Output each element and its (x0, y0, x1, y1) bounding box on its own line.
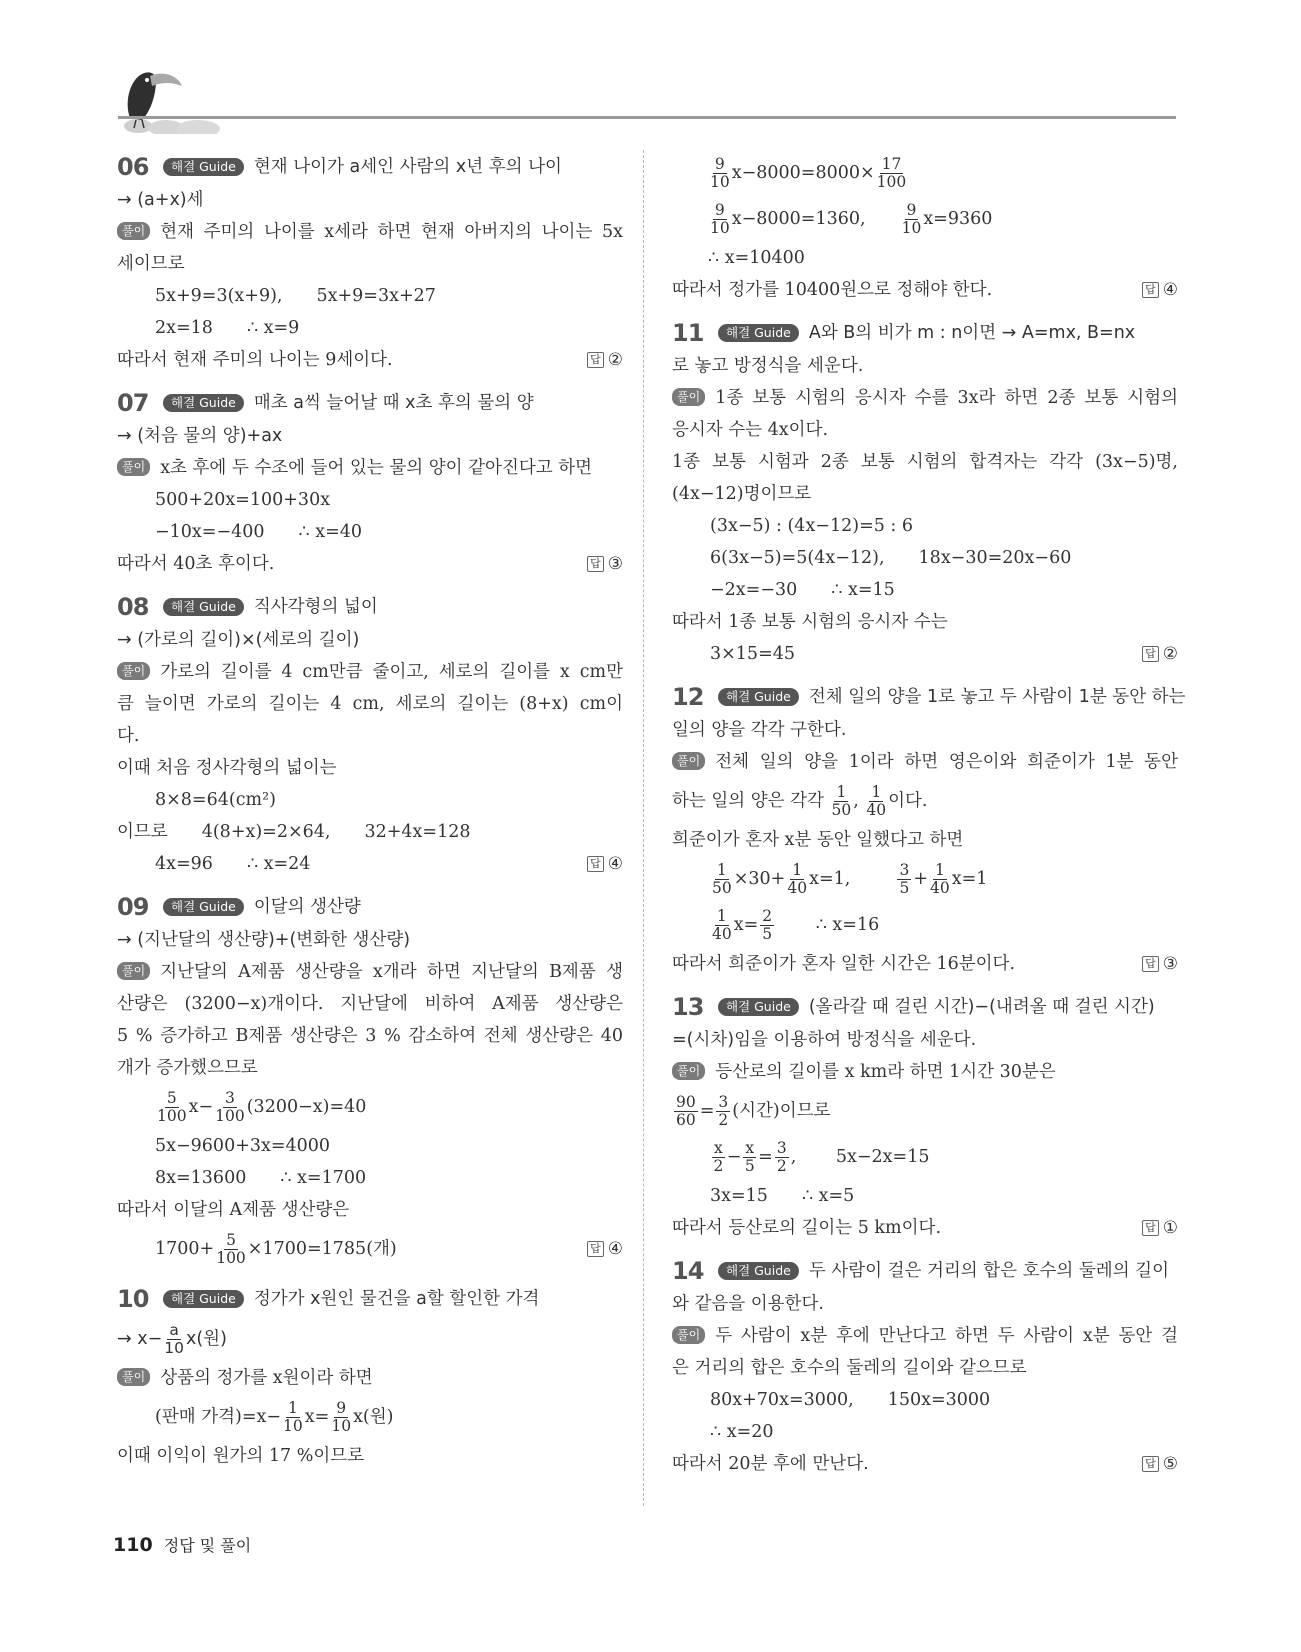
problem-number: 09 (117, 893, 149, 921)
equation: (판매 가격)=x− (155, 1407, 282, 1427)
guide-text: A와 B의 비가 m : n이면 → A=mx, B=nx (808, 323, 1136, 343)
answer-icon: 답 (1142, 1220, 1159, 1236)
solution-badge: 풀이 (672, 752, 705, 770)
solution-text: 두 사람이 x분 후에 만난다고 하면 두 사람이 x분 동안 걸 (715, 1326, 1178, 1346)
equation: −10x=−400 (155, 522, 265, 542)
solution-badge: 풀이 (672, 1326, 705, 1344)
solution-line: 큼 늘이면 가로의 길이는 4 cm, 세로의 길이는 (8+x) cm이 (117, 694, 623, 714)
numerator: 1 (871, 783, 882, 801)
answer-mark (587, 344, 623, 376)
numerator: 3 (225, 1089, 235, 1107)
denominator: 10 (283, 1417, 303, 1435)
equation: ×1700=1785(개) (247, 1239, 397, 1259)
denominator: 5 (899, 879, 910, 897)
equation-line: (3x−5) : (4x−12)=5 : 6 (710, 516, 914, 536)
guide-formula: → (지난달의 생산량)+(변화한 생산량) (117, 930, 411, 950)
equation: + (913, 869, 929, 889)
solution-line (672, 1056, 1178, 1088)
solution-text: 상품의 정가를 x원이라 하면 (160, 1368, 373, 1388)
equation: = (699, 1101, 715, 1121)
guide-formula: =(시차)임을 이용하여 방정식을 세운다. (672, 1030, 977, 1050)
conclusion-line: 따라서 1종 보통 시험의 응시자 수는 (672, 612, 948, 632)
conclusion-line: 따라서 이달의 A제품 생산량은 (117, 1200, 350, 1220)
conclusion-line (672, 948, 1178, 980)
solution-line: 개가 증가했으므로 (117, 1058, 258, 1078)
equation: 3x=15 (710, 1186, 768, 1206)
denominator: 60 (676, 1111, 696, 1129)
guide-badge: 해결 Guide (718, 1262, 799, 1280)
guide-formula (117, 1316, 623, 1362)
solution-line: 이때 처음 정사각형의 넓이는 (117, 758, 337, 778)
equation-line: ∴ x=20 (710, 1422, 774, 1442)
solution-badge: 풀이 (117, 458, 150, 476)
solution-text: x초 후에 두 수조에 들어 있는 물의 양이 같아진다고 하면 (160, 458, 593, 478)
solution-line (672, 1320, 1178, 1352)
denominator: 2 (718, 1111, 729, 1129)
conclusion: 따라서 20분 후에 만난다. (672, 1454, 869, 1474)
conclusion: 따라서 40초 후이다. (117, 554, 275, 574)
answer-value: ④ (607, 1239, 623, 1259)
fraction (331, 1400, 351, 1435)
fraction (775, 1140, 789, 1175)
numerator: 5 (166, 1089, 177, 1107)
equation: (3200−x)=40 (246, 1097, 367, 1117)
conclusion: 따라서 희준이가 혼자 일한 시간은 16분이다. (672, 954, 1016, 974)
equation: x= (733, 915, 759, 935)
answer-icon: 답 (1142, 646, 1159, 662)
problem-08-header (117, 590, 623, 624)
conclusion-line (672, 274, 1178, 306)
equation: 80x+70x=3000, (710, 1390, 854, 1410)
page-number: 110 (113, 1534, 153, 1556)
answer-icon: 답 (1142, 282, 1159, 298)
solution-text: (시간)이므로 (732, 1101, 831, 1121)
column-divider (643, 150, 644, 1506)
numerator: 9 (714, 155, 725, 173)
fraction (216, 1232, 246, 1267)
numerator: 1 (792, 861, 803, 879)
solution-line (117, 1362, 623, 1394)
equation: ∴ x=40 (298, 522, 363, 542)
conclusion: 따라서 현재 주미의 나이는 9세이다. (117, 350, 393, 370)
equation: → x− (117, 1329, 163, 1349)
problem-number: 08 (117, 593, 149, 621)
equation: 5x+9=3(x+9), (155, 286, 283, 306)
problem-number: 11 (672, 319, 704, 347)
answer-mark (1142, 948, 1178, 980)
solution-text: 현재 주미의 나이를 x세라 하면 현재 아버지의 나이는 5x (160, 222, 623, 242)
numerator: 3 (776, 1139, 787, 1157)
solution-line (117, 452, 623, 484)
equation-line (672, 638, 1178, 670)
answer-icon: 답 (1142, 1456, 1159, 1472)
guide-badge: 해결 Guide (163, 898, 244, 916)
solution-line (117, 656, 623, 688)
numerator: 2 (762, 907, 773, 925)
guide-badge: 해결 Guide (718, 688, 799, 706)
solution-line: 희준이가 혼자 x분 동안 일했다고 하면 (672, 830, 964, 850)
problem-10-header (117, 1282, 623, 1316)
guide-formula: → (a+x)세 (117, 190, 204, 210)
denominator: 2 (776, 1157, 787, 1175)
equation-line: 500+20x=100+30x (155, 490, 331, 510)
equation: = (758, 1147, 773, 1167)
numerator: 9 (714, 201, 725, 219)
left-column (117, 150, 623, 1472)
answer-icon: 답 (587, 856, 604, 872)
fraction (760, 908, 774, 943)
equation: 1700+ (155, 1239, 215, 1259)
numerator: x (745, 1139, 755, 1157)
solution-line (672, 382, 1178, 414)
guide-text: 매초 a씩 늘어날 때 x초 후의 물의 양 (253, 393, 534, 413)
fraction (215, 1090, 245, 1125)
header-rule (118, 116, 1176, 119)
conclusion-line (117, 548, 623, 580)
guide-text: 두 사람이 걸은 거리의 합은 호수의 둘레의 길이 (808, 1261, 1169, 1281)
fraction (930, 862, 950, 897)
numerator: 3 (718, 1093, 729, 1111)
answer-value: ④ (607, 854, 623, 874)
solution-text: 이다. (888, 791, 928, 811)
denominator: 50 (712, 879, 732, 897)
equation: 150x=3000 (887, 1390, 991, 1410)
guide-text: 직사각형의 넓이 (253, 597, 378, 617)
fraction (164, 1322, 184, 1357)
guide-text: 정가가 x원인 물건을 a할 할인한 가격 (253, 1289, 540, 1309)
equation: x=1, (809, 869, 851, 889)
equation-line (672, 1134, 1178, 1180)
equation: ∴ x=15 (831, 580, 895, 600)
fraction (743, 1140, 756, 1175)
answer-mark (1142, 1212, 1178, 1244)
solution-text: 등산로의 길이를 x km라 하면 1시간 30분은 (715, 1062, 1056, 1082)
denominator: 40 (866, 801, 887, 819)
solution-line: 은 거리의 합은 호수의 둘레의 길이와 같으므로 (672, 1358, 1027, 1378)
equation-line: 8×8=64(cm²) (155, 790, 276, 810)
guide-badge: 해결 Guide (163, 1290, 244, 1308)
equation: − (726, 1147, 742, 1167)
problem-06-header (117, 150, 623, 184)
denominator: 100 (157, 1107, 187, 1125)
solution-line: 세이므로 (117, 254, 185, 274)
fraction (712, 862, 732, 897)
equation-line (117, 1162, 623, 1194)
answer-mark (587, 1226, 623, 1272)
equation-line (672, 1180, 1178, 1212)
equation: 4(8+x)=2×64, (201, 822, 331, 842)
solution-line: 다. (117, 726, 140, 746)
denominator: 10 (710, 173, 730, 191)
equation: x=1 (951, 869, 988, 889)
problem-09-header (117, 890, 623, 924)
equation: ∴ x=16 (815, 915, 880, 935)
guide-badge: 해결 Guide (163, 598, 244, 616)
answer-value: ③ (607, 554, 623, 574)
equation: ∴ x=24 (246, 854, 311, 874)
numerator: x (714, 1139, 723, 1157)
solution-text: 지난달의 A제품 생산량을 x개라 하면 지난달의 B제품 생 (160, 962, 623, 982)
denominator: 10 (331, 1417, 352, 1435)
guide-badge: 해결 Guide (163, 158, 244, 176)
fraction (157, 1090, 187, 1125)
problem-number: 07 (117, 389, 149, 417)
fraction (712, 908, 732, 943)
equation-line (117, 312, 623, 344)
guide-text: 이달의 생산량 (253, 897, 361, 917)
equation-line (117, 1394, 623, 1440)
fraction (710, 156, 730, 191)
problem-number: 14 (672, 1257, 704, 1285)
numerator: 3 (899, 861, 910, 879)
fraction (716, 1094, 730, 1129)
denominator: 100 (216, 1249, 246, 1267)
equation: 6(3x−5)=5(4x−12), (710, 548, 885, 568)
solution-badge: 풀이 (117, 662, 150, 680)
equation-line (672, 1088, 1178, 1134)
answer-value: ⑤ (1162, 1454, 1178, 1474)
numerator: 1 (287, 1399, 298, 1417)
solution-line: 이때 이익이 원가의 17 %이므로 (117, 1446, 365, 1466)
conclusion: 따라서 등산로의 길이는 5 km이다. (672, 1218, 942, 1238)
problem-12-header (672, 680, 1186, 714)
numerator: 90 (676, 1093, 696, 1111)
equation-line: 5x−9600+3x=4000 (155, 1136, 331, 1156)
solution-text: 전체 일의 양을 1이라 하면 영은이와 희준이가 1분 동안 (715, 752, 1178, 772)
fraction (283, 1400, 303, 1435)
equation: 32+4x=128 (364, 822, 471, 842)
equation-line (672, 1384, 1178, 1416)
denominator: 5 (762, 925, 773, 943)
numerator: 5 (226, 1231, 236, 1249)
problem-07-header (117, 386, 623, 420)
equation: ∴ x=9 (246, 318, 300, 338)
solution-badge: 풀이 (672, 1062, 705, 1080)
equation: ×30+ (733, 869, 786, 889)
solution-text: 가로의 길이를 4 cm만큼 줄이고, 세로의 길이를 x cm만 (160, 662, 623, 682)
denominator: 40 (787, 879, 808, 897)
equation: x−8000=8000× (731, 163, 875, 183)
conclusion-line (117, 344, 623, 376)
fraction (902, 202, 922, 237)
solution-text: 1종 보통 시험의 응시자 수를 3x라 하면 2종 보통 시험의 (715, 388, 1178, 408)
conclusion-line (672, 1212, 1178, 1244)
solution-badge: 풀이 (117, 1368, 150, 1386)
fraction (674, 1094, 698, 1129)
equation: , (790, 1147, 797, 1167)
toucan-mascot-icon (116, 66, 236, 134)
solution-line: 산량은 (3200−x)개이다. 지난달에 비하여 A제품 생산량은 (117, 994, 623, 1014)
fraction (712, 1140, 725, 1175)
denominator: 100 (876, 173, 907, 191)
guide-badge: 해결 Guide (163, 394, 244, 412)
problem-11-header (672, 316, 1178, 350)
solution-badge: 풀이 (672, 388, 705, 406)
equation: x− (188, 1097, 214, 1117)
guide-formula: 로 놓고 방정식을 세운다. (672, 356, 864, 376)
problem-number: 12 (672, 683, 704, 711)
conclusion: 따라서 정가를 10400원으로 정해야 한다. (672, 280, 993, 300)
fraction (832, 784, 852, 819)
equation-line (117, 1226, 623, 1272)
equation-line (672, 574, 1178, 606)
guide-text: (올라갈 때 걸린 시간)−(내려올 때 걸린 시간) (808, 997, 1155, 1017)
equation: 8x=13600 (155, 1168, 247, 1188)
numerator: 17 (881, 155, 902, 173)
equation-line (117, 516, 623, 548)
solution-text: 이므로 (117, 822, 168, 842)
guide-formula: 일의 양을 각각 구한다. (672, 720, 847, 740)
solution-line (117, 216, 623, 248)
denominator: 50 (831, 801, 852, 819)
answer-value: ① (1162, 1218, 1178, 1238)
answer-mark (1142, 274, 1178, 306)
equation-line: ∴ x=10400 (708, 248, 805, 268)
equation-line (672, 902, 1178, 948)
solution-text: 하는 일의 양은 각각 (672, 791, 824, 811)
problem-14-header (672, 1254, 1178, 1288)
denominator: 10 (164, 1338, 184, 1357)
equation: 18x−30=20x−60 (918, 548, 1072, 568)
footer-label: 정답 및 풀이 (163, 1536, 252, 1555)
numerator: 1 (836, 783, 847, 801)
problem-number: 13 (672, 993, 704, 1021)
equation-line (117, 848, 623, 880)
fraction (866, 784, 886, 819)
problem-number: 06 (117, 153, 149, 181)
answer-mark (587, 548, 623, 580)
solution-line (117, 956, 623, 988)
numerator: 1 (716, 907, 727, 925)
equation: −2x=−30 (710, 580, 798, 600)
answer-mark (587, 848, 623, 880)
denominator: 40 (930, 879, 950, 897)
answer-mark (1142, 1448, 1178, 1480)
numerator: 9 (906, 201, 917, 219)
solution-badge: 풀이 (117, 222, 150, 240)
equation: 4x=96 (155, 854, 213, 874)
problem-13-header (672, 990, 1178, 1024)
equation: 3×15=45 (710, 644, 795, 664)
denominator: 10 (901, 219, 922, 237)
fraction (877, 156, 907, 191)
numerator: a (169, 1320, 179, 1339)
equation-line (117, 1084, 623, 1130)
denominator: 2 (713, 1157, 724, 1175)
solution-line: 하는 일의 양은 각각 $\frac{1}{50}$ , $\frac{1}{40}$ 이다. (672, 783, 928, 819)
equation-line (117, 816, 623, 848)
page-footer (113, 1533, 251, 1556)
numerator: 1 (934, 861, 945, 879)
guide-formula: → (가로의 길이)×(세로의 길이) (117, 630, 360, 650)
answer-icon: 답 (1142, 956, 1159, 972)
answer-value: ② (1162, 644, 1178, 664)
fraction (897, 862, 911, 897)
answer-value: ④ (1162, 280, 1178, 300)
answer-mark (1142, 638, 1178, 670)
solution-line (672, 746, 1178, 778)
equation: 5x−2x=15 (835, 1147, 930, 1167)
equation: ∴ x=5 (801, 1186, 855, 1206)
guide-formula: 와 같음을 이용한다. (672, 1294, 824, 1314)
guide-badge: 해결 Guide (718, 324, 799, 342)
equation: x(원) (185, 1329, 227, 1349)
answer-value: ③ (1162, 954, 1178, 974)
answer-value: ② (607, 350, 623, 370)
equation: x(원) (353, 1407, 394, 1427)
guide-text: 현재 나이가 a세인 사람의 x년 후의 나이 (253, 157, 562, 177)
equation: 5x+9=3x+27 (316, 286, 436, 306)
denominator: 5 (744, 1157, 755, 1175)
denominator: 40 (712, 925, 732, 943)
denominator: 100 (215, 1107, 245, 1125)
solution-line: 응시자 수는 4x이다. (672, 420, 829, 440)
solution-line: 1종 보통 시험과 2종 보통 시험의 합격자는 각각 (3x−5)명, (672, 452, 1178, 472)
equation-line (672, 150, 1178, 196)
numerator: 1 (716, 861, 727, 879)
conclusion-line (672, 1448, 1178, 1480)
numerator: 9 (336, 1399, 347, 1417)
solution-badge: 풀이 (117, 962, 150, 980)
solution-line: 5 % 증가하고 B제품 생산량은 3 % 감소하여 전체 생산량은 40 (117, 1026, 623, 1046)
right-column (672, 150, 1186, 1480)
equation: x=9360 (923, 209, 993, 229)
denominator: 10 (710, 219, 730, 237)
fraction (710, 202, 730, 237)
equation-line (117, 280, 623, 312)
guide-text: 전체 일의 양을 1로 놓고 두 사람이 1분 동안 하는 (808, 687, 1186, 707)
answer-icon: 답 (587, 556, 604, 572)
fraction (787, 862, 807, 897)
problem-number: 10 (117, 1285, 149, 1313)
equation: x= (304, 1407, 330, 1427)
equation: x−8000=1360, (731, 209, 866, 229)
answer-icon: 답 (587, 1241, 604, 1257)
guide-formula: → (처음 물의 양)+ax (117, 426, 283, 446)
equation: 2x=18 (155, 318, 213, 338)
equation-line (672, 856, 1178, 902)
equation-line (672, 542, 1178, 574)
equation: ∴ x=1700 (280, 1168, 367, 1188)
equation-line (672, 196, 1178, 242)
guide-badge: 해결 Guide (718, 998, 799, 1016)
solution-line: (4x−12)명이므로 (672, 484, 812, 504)
answer-icon: 답 (587, 352, 604, 368)
